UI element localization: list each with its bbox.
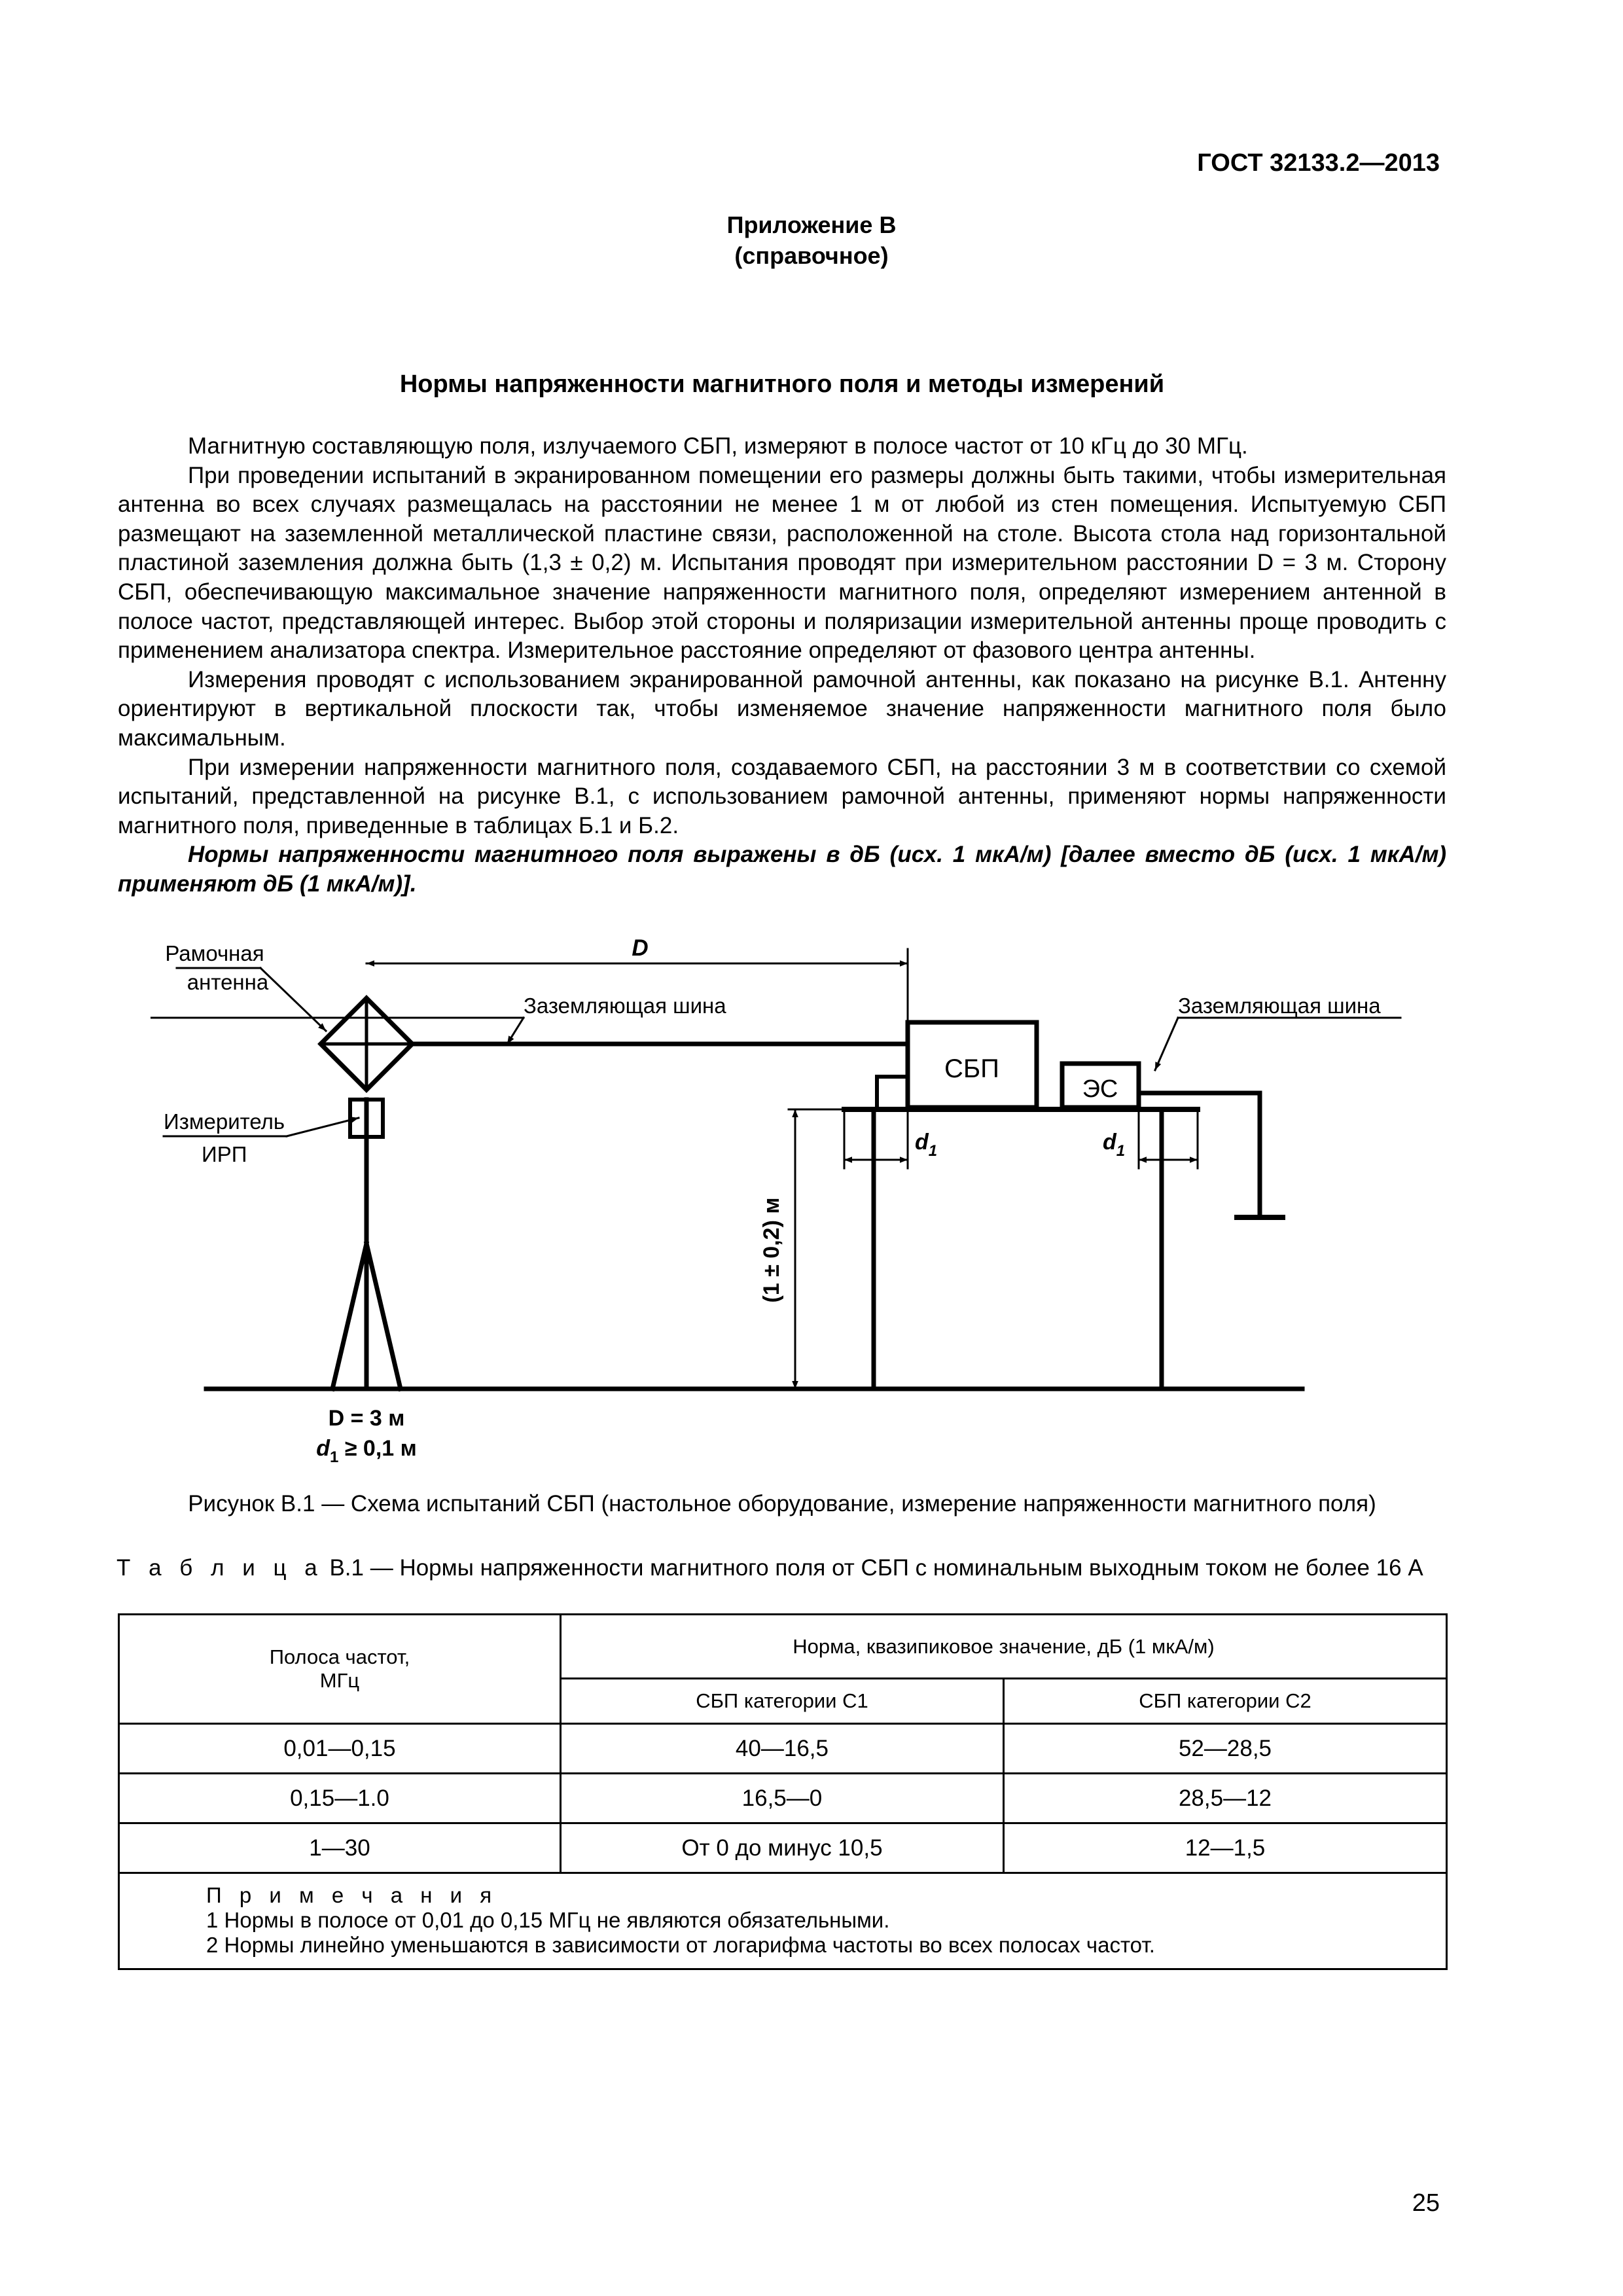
label-sbp: СБП	[944, 1054, 999, 1083]
label-loop-antenna-2: антенна	[187, 970, 269, 994]
units-note: Нормы напряженности магнитного поля выражены в дБ (исх. 1 мкА/м) [далее вместо дБ (исх. 1 мкА/м) применяют дБ (1 мкА/м)].	[118, 842, 1446, 897]
norms-table	[118, 1613, 1448, 1970]
header-frequency-band-line2: МГц	[319, 1669, 360, 1692]
cell-c2: 28,5—12	[1003, 1774, 1446, 1823]
annex-title: Приложение В	[726, 211, 897, 238]
header-category-c2: СБП категории С2	[1003, 1679, 1446, 1724]
paragraph-2: При проведении испытаний в экранированном помещении его размеры должны быть такими, чтобы измерительная антенна во всех случаях размещалась на расстоянии не менее 1 м от любой из стен помещения. Испытуемую СБП размещают на заземленной металлической пластине связи, расположенной на столе. Высота стола над горизонтальной пластиной заземления должна быть (1,3 ± 0,2) м. Испытания проводят при измерительном расстоянии D = 3 м. Сторону СБП, обеспечивающую максимальное значение напряженности магнитного поля, определяют измерением антенной в полосе частот, представляющей интерес. Выбор этой стороны и поляризации измерительной антенны проще проводить с применением анализатора спектра. Измерительное расстояние определяют от фазового центра антенны.	[118, 462, 1446, 664]
table-notes	[119, 1873, 1447, 1969]
cell-band: 0,15—1.0	[119, 1774, 561, 1823]
label-meter-2: ИРП	[202, 1142, 247, 1166]
label-distance-d: D	[632, 935, 649, 961]
label-ground-bus-left: Заземляющая шина	[524, 994, 726, 1018]
label-ground-bus-right: Заземляющая шина	[1178, 994, 1381, 1018]
sbp-ground-strap	[877, 1077, 908, 1109]
section-title: Нормы напряженности магнитного поля и методы измерений	[399, 370, 1165, 398]
label-es: ЭС	[1082, 1075, 1118, 1103]
figure-caption: Рисунок В.1 — Схема испытаний СБП (настольное оборудование, измерение напряженности магнитного поля)	[188, 1491, 1376, 1516]
note-1: 1 Нормы в полосе от 0,01 до 0,15 МГц не являются обязательными.	[206, 1908, 890, 1932]
label-d1-left: $d_1$	[915, 1130, 938, 1160]
document-code: ГОСТ 32133.2—2013	[1197, 149, 1440, 177]
label-d1-right: $d_1$	[1103, 1130, 1126, 1160]
label-loop-antenna-1: Рамочная	[165, 941, 264, 965]
header-category-c1: СБП категории С1	[560, 1679, 1003, 1724]
notes-title: П р и м е ч а н и я	[206, 1883, 498, 1907]
table-caption-prefix: Т а б л и ц а	[116, 1555, 323, 1581]
label-meter-1: Измеритель	[164, 1109, 285, 1134]
page-number: 25	[1412, 2189, 1440, 2217]
table-row	[119, 1774, 1447, 1823]
legend-d1: $d_1 \ge 0,1$ м	[316, 1436, 417, 1466]
legend-d: D = 3 м	[328, 1406, 405, 1431]
table-caption	[116, 1555, 1449, 1581]
cell-c2: 52—28,5	[1003, 1724, 1446, 1774]
paragraph-1: Магнитную составляющую поля, излучаемого СБП, измеряют в полосе частот от 10 кГц до 30 МГц.	[188, 433, 1248, 459]
note-2: 2 Нормы линейно уменьшаются в зависимости от логарифма частоты во всех полосах частот.	[206, 1933, 1155, 1957]
table-row	[119, 1823, 1447, 1873]
header-norm: Норма, квазипиковое значение, дБ (1 мкА/м)	[560, 1615, 1446, 1679]
cell-c2: 12—1,5	[1003, 1823, 1446, 1873]
paragraph-3: Измерения проводят с использованием экранированной рамочной антенны, как показано на рисунке В.1. Антенну ориентируют в вертикальной плоскости так, чтобы изменяемое значение напряженности магнитного поля было максимальным.	[118, 666, 1446, 751]
cell-c1: От 0 до минус 10,5	[560, 1823, 1003, 1873]
cell-c1: 40—16,5	[560, 1724, 1003, 1774]
cell-band: 1—30	[119, 1823, 561, 1873]
cell-band: 0,01—0,15	[119, 1724, 561, 1774]
tripod-leg-left	[332, 1244, 366, 1389]
header-frequency-band-line1: Полоса частот,	[269, 1645, 410, 1668]
cell-c1: 16,5—0	[560, 1774, 1003, 1823]
table-row	[119, 1724, 1447, 1774]
paragraph-4: При измерении напряженности магнитного поля, создаваемого СБП, на расстоянии 3 м в соответствии со схемой испытаний, представленной на рисунке В.1, с использованием рамочной антенны, применяют нормы напряженности магнитного поля, приведенные в таблицах Б.1 и Б.2.	[118, 754, 1446, 838]
header-frequency-band	[119, 1615, 561, 1724]
body-text	[118, 432, 1446, 899]
annex-type: (справочное)	[734, 242, 889, 269]
tripod-leg-right	[366, 1244, 401, 1389]
table-caption-text: В.1 — Нормы напряженности магнитного поля от СБП с номинальным выходным током не более 16 А	[323, 1555, 1423, 1581]
test-setup-diagram	[151, 929, 1427, 1466]
label-height: (1 ± 0,2) м	[759, 1197, 784, 1303]
